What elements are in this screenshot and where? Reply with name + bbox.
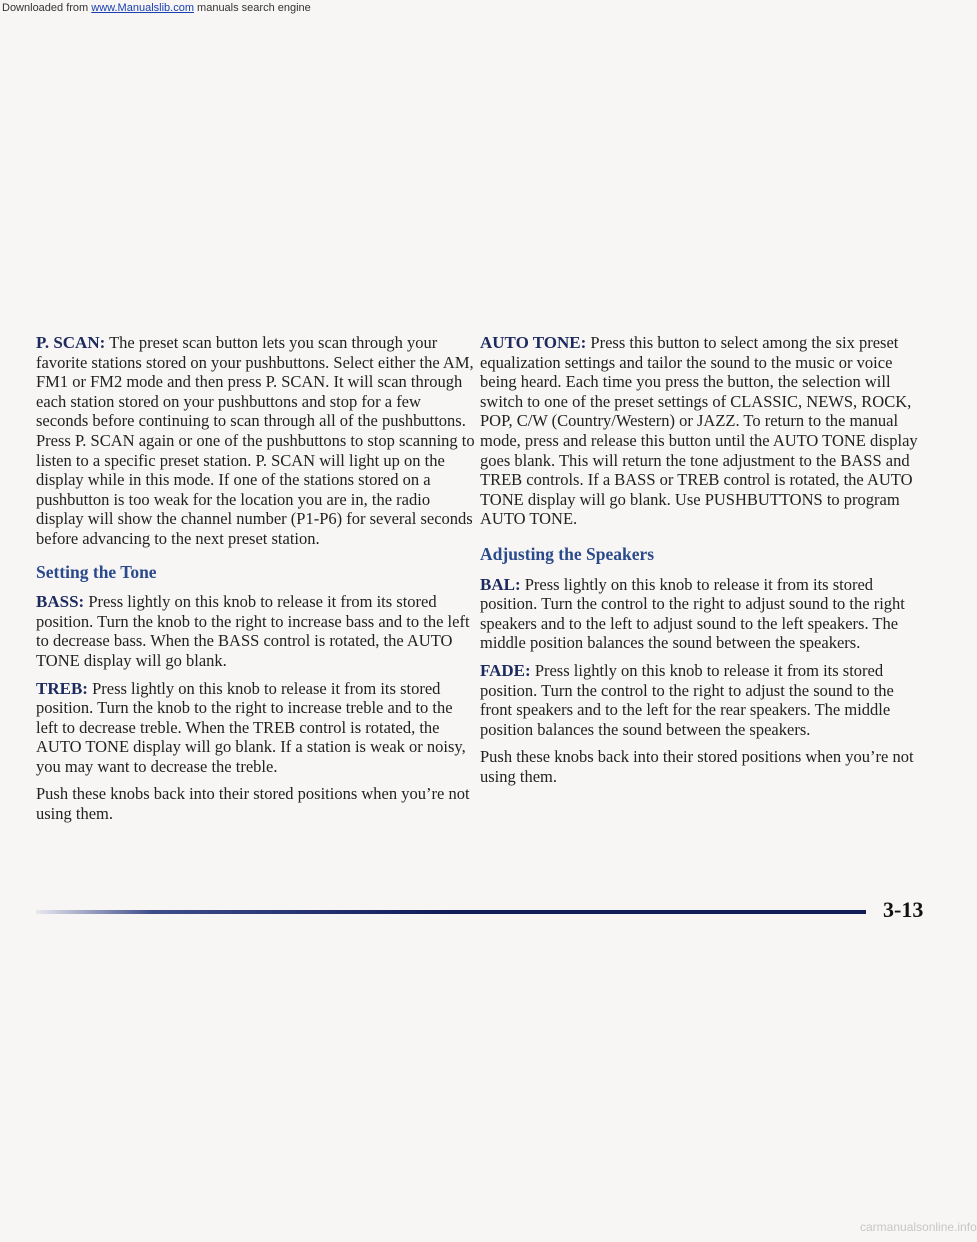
push-knobs-paragraph-left: Push these knobs back into their stored positions when you’re not using them. <box>36 784 470 824</box>
fade-text: Press lightly on this knob to release it from its stored position. Turn the control to the right to adjust the sound to the front speakers and to the left for the rear speakers. The middle position balances the sound between the speakers. <box>480 660 894 739</box>
pscan-text: The preset scan button lets you scan through your favorite stations stored on your pushbuttons. Select either the AM, FM1 or FM2 mode and then press P. SCAN. It will scan through each station stored on your pushbuttons and stop for a few seconds before continuing to scan through all of the pushbuttons. Press P. SCAN again or one of the pushbuttons to stop scanning to listen to a specific preset station. P. SCAN will light up on the display while in this mode. If one of the stations stored on a pushbutton is too weak for the location you are in, the radio display will show the channel number (P1-P6) for several seconds before advancing to the next preset station. <box>36 333 475 548</box>
adjusting-the-speakers-heading: Adjusting the Speakers <box>480 543 655 564</box>
auto-tone-text: Press this button to select among the six preset equalization settings and tailor the sound to the music or voice being heard. Each time you press the button, the selection will switch to one of the preset settings of CLASSIC, NEWS, ROCK, POP, C/W (Country/Western) or JAZZ. To return to the manual mode, press and release this button until the AUTO TONE display goes blank. This will return the tone adjustment to the BASS and TREB controls. If a BASS or TREB control is rotated, the AUTO TONE display will go blank. Use PUSHBUTTONS to program AUTO TONE. <box>480 333 918 529</box>
setting-the-tone-heading: Setting the Tone <box>36 561 157 582</box>
bass-term: BASS: <box>36 592 85 612</box>
manualslib-link[interactable]: www.Manualslib.com <box>91 2 194 14</box>
auto-tone-paragraph <box>480 333 928 529</box>
auto-tone-term: AUTO TONE: <box>480 333 587 352</box>
bass-text: Press lightly on this knob to release it from its stored position. Turn the knob to the right to increase bass and to the left to decrease bass. When the BASS control is rotated, the AUTO TONE display will go blank. <box>36 592 470 670</box>
footer-rule <box>36 910 866 914</box>
push-knobs-paragraph-right: Push these knobs back into their stored positions when you’re not using them. <box>480 747 914 786</box>
bal-text: Press lightly on this knob to release it from its stored position. Turn the control to the right to adjust sound to the right speakers and to the left to adjust sound to the left speakers. The middle position balances the sound between the speakers. <box>480 574 905 653</box>
right-column <box>480 333 928 794</box>
pscan-paragraph <box>36 333 476 549</box>
treb-paragraph <box>36 679 476 777</box>
fade-paragraph <box>480 661 928 739</box>
fade-term: FADE: <box>480 660 531 680</box>
bass-paragraph <box>36 592 476 670</box>
page-number: 3-13 <box>883 897 924 922</box>
left-column <box>36 333 476 832</box>
bal-paragraph <box>480 575 928 653</box>
treb-term: TREB: <box>36 678 88 698</box>
treb-text: Press lightly on this knob to release it from its stored position. Turn the knob to the right to increase treble and to the left to decrease treble. When the TREB control is rotated, the AUTO TONE display will go blank. If a station is weak or noisy, you may want to decrease the treble. <box>36 678 466 776</box>
watermark-prefix: Downloaded from <box>2 2 92 14</box>
bal-term: BAL: <box>480 574 521 594</box>
pscan-term: P. SCAN: <box>36 333 106 352</box>
download-watermark <box>0 0 962 14</box>
footer-brand-watermark: carmanualsonline.info <box>860 1220 977 1234</box>
watermark-suffix: manuals search engine <box>193 2 311 14</box>
